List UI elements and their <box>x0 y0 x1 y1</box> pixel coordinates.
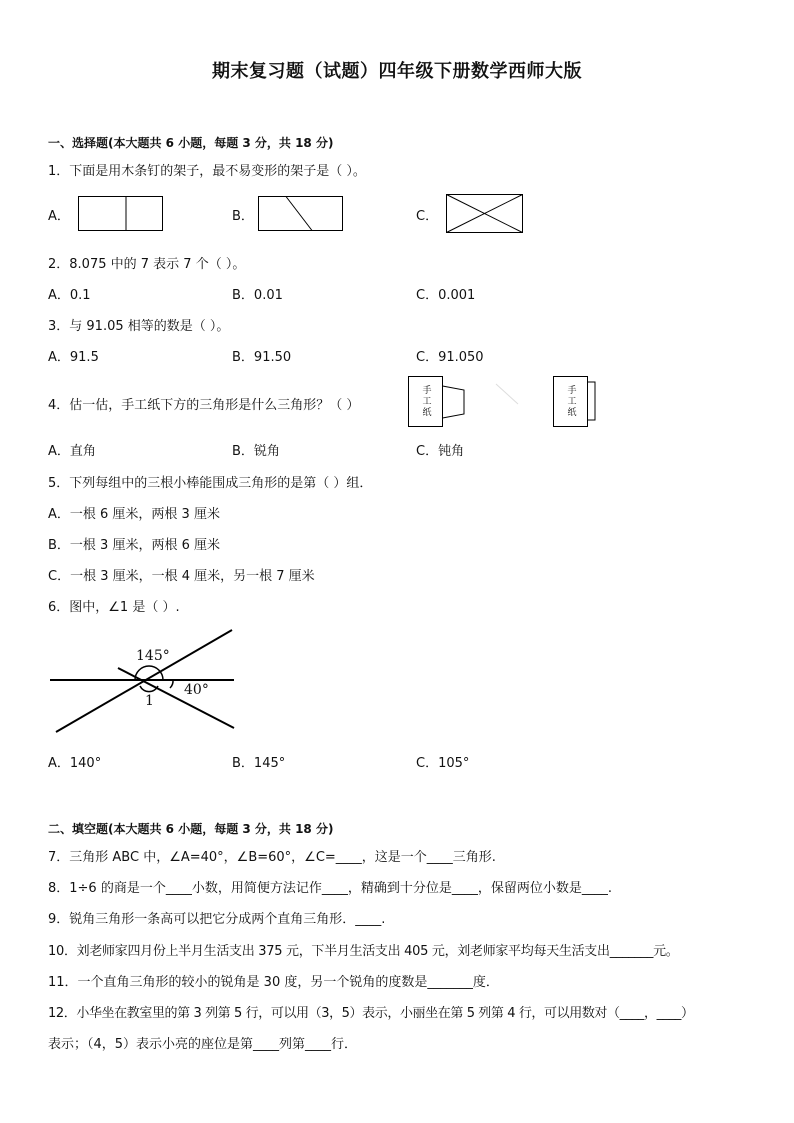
q4-faint-mark <box>494 382 520 408</box>
q6-label-40: 40° <box>184 682 209 698</box>
q6-option-b[interactable]: B．145° <box>232 756 286 771</box>
question-5: 5．下列每组中的三根小棒能围成三角形的是第（ ）组． <box>48 476 373 491</box>
q1-option-a[interactable]: A． <box>48 209 70 224</box>
page-title: 期末复习题（试题）四年级下册数学西师大版 <box>212 61 582 82</box>
q1-option-c[interactable]: C． <box>416 209 439 224</box>
q3-option-c[interactable]: C．91.050 <box>416 350 484 365</box>
question-3: 3．与 91.05 相等的数是（ ）。 <box>48 319 230 334</box>
question-12-line-2: 表示；（4，5）表示小亮的座位是第____列第____行． <box>48 1037 358 1052</box>
q6-label-angle-1: 1 <box>145 693 154 709</box>
q4-paper-label-b: 手 工 纸 <box>567 386 577 418</box>
question-2: 2．8.075 中的 7 表示 7 个（ ）。 <box>48 257 246 272</box>
question-4: 4．估一估，手工纸下方的三角形是什么三角形？（ ） <box>48 398 360 413</box>
q1-figure-b-rect-with-diagonal <box>258 196 344 232</box>
q3-option-a[interactable]: A．91.5 <box>48 350 99 365</box>
question-1: 1．下面是用木条钉的架子，最不易变形的架子是（ ）。 <box>48 164 366 179</box>
question-7: 7．三角形 ABC 中，∠A=40°，∠B=60°，∠C=____，这是一个____三角形. <box>48 850 496 865</box>
q2-option-a[interactable]: A．0.1 <box>48 288 91 303</box>
q2-option-b[interactable]: B．0.01 <box>232 288 283 303</box>
question-10: 10．刘老师家四月份上半月生活支出 375 元，下半月生活支出 405 元，刘老师家平均每天生活支出_______元。 <box>48 944 679 959</box>
question-6: 6．图中，∠1 是（ ）. <box>48 600 180 615</box>
question-9: 9．锐角三角形一条高可以把它分成两个直角三角形．____. <box>48 912 386 927</box>
q5-option-a[interactable]: A．一根 6 厘米，两根 3 厘米 <box>48 507 220 522</box>
q6-option-a[interactable]: A．140° <box>48 756 102 771</box>
q5-option-c[interactable]: C．一根 3 厘米，一根 4 厘米，另一根 7 厘米 <box>48 569 315 584</box>
section-heading-choice: 一、选择题(本大题共 6 小题，每题 3 分，共 18 分) <box>48 136 334 150</box>
q4-option-c[interactable]: C．钝角 <box>416 444 465 459</box>
q4-option-a[interactable]: A．直角 <box>48 444 96 459</box>
question-12-line-1: 12．小华坐在教室里的第 3 列第 5 行，可以用（3，5）表示，小丽坐在第 5 列第 4 行，可以用数对（____，____） <box>48 1006 694 1021</box>
q4-option-b[interactable]: B．锐角 <box>232 444 280 459</box>
q5-option-b[interactable]: B．一根 3 厘米，两根 6 厘米 <box>48 538 220 553</box>
q4-paper-label-a: 手 工 纸 <box>422 386 432 418</box>
q1-option-b[interactable]: B． <box>232 209 254 224</box>
question-11: 11．一个直角三角形的较小的锐角是 30 度，另一个锐角的度数是_______度． <box>48 975 499 990</box>
question-8: 8．1÷6 的商是一个____小数，用简便方法记作____，精确到十分位是____，保留两位小数是____. <box>48 881 612 896</box>
q6-option-c[interactable]: C．105° <box>416 756 470 771</box>
q1-figure-a-rect-with-vertical-bar <box>78 196 164 232</box>
q4-figure-paper-obtuse <box>408 376 466 428</box>
q3-option-b[interactable]: B．91.50 <box>232 350 292 365</box>
q6-angle-figure <box>48 628 248 736</box>
q6-label-145: 145° <box>136 648 170 664</box>
section-heading-fill-in: 二、填空题(本大题共 6 小题，每题 3 分，共 18 分) <box>48 822 334 836</box>
q2-option-c[interactable]: C．0.001 <box>416 288 476 303</box>
q1-figure-c-rect-with-cross <box>446 194 524 234</box>
